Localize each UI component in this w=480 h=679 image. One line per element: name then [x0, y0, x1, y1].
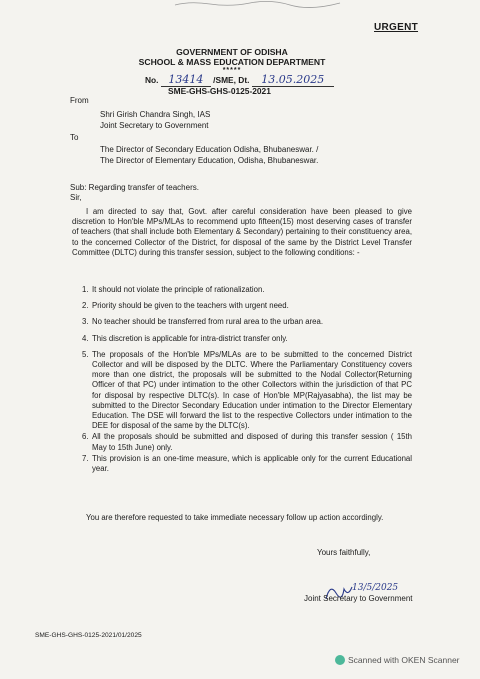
no-mid: /SME, Dt. [213, 75, 250, 85]
condition-item: 3. No teacher should be transferred from rural area to the urban area. [82, 317, 324, 327]
to-label: To [70, 133, 79, 142]
urgent-label: URGENT [374, 22, 419, 33]
from-designation: Joint Secretary to Government [100, 121, 209, 130]
condition-item: 6. All the proposals should be submitted and disposed of during this transfer session ( 15th May to 15th June) only. [82, 432, 412, 452]
letter-date: 13.05.2025 [261, 73, 325, 86]
condition-item: 1. It should not violate the principle of rationalization. [82, 285, 265, 294]
to-line1: The Director of Secondary Education Odisha, Bhubaneswar. / [100, 145, 319, 154]
letter-number: 13414 [168, 73, 204, 86]
no-prefix: No. [145, 75, 159, 85]
govt-title: GOVERNMENT OF ODISHA [176, 47, 288, 57]
header-stars: ***** [222, 67, 242, 74]
department-title: SCHOOL & MASS EDUCATION DEPARTMENT [138, 57, 326, 67]
condition-item: 4. This discretion is applicable for intra-district transfer only. [82, 333, 288, 343]
subject-line: Sub: Regarding transfer of teachers. [70, 183, 199, 192]
yours-faithfully: Yours faithfully, [317, 548, 371, 557]
top-scribble [170, 0, 350, 8]
signature-date: 13/5/2025 [352, 583, 399, 593]
intro-paragraph: I am directed to say that, Govt. after careful consideration have been pleased to give discretion to Hon'ble MPs/MLAs to recommend upto fifteen(15) most deserving cases of transfer of teachers (that shall include both Elementary & Secondary) pertaining to their constituency area, to the concerned Collector of the District, for disposal of the same by the District Level Transfer Committee (DLTC) during this transfer session, subject to the following conditions: - [72, 207, 412, 257]
file-reference: SME-GHS-GHS-0125-2021 [168, 86, 271, 96]
letter-number-line [145, 73, 334, 87]
salutation: Sir, [70, 193, 82, 202]
condition-item: 5. The proposals of the Hon'ble MPs/MLAs are to be submitted to the concerned District Collector and will be disposed by the DLTC. Where the Parliamentary Constituency covers more than one district, the proposals will be submitted to the Nodal Collector(Returning Officer of that PC) under intimation to the other Collectors within the jurisdiction of that PC for disposal by respective DLTC(s). In case of Hon'ble MP(Rajyasabha), the list may be submitted to the Director Secondary Education under intimation to the Director Elementary Education. The DSE will forward the list to the respective Collectors under intimation to the DEE for disposal of the same by the DLTC(s). [82, 349, 412, 431]
signatory-designation: Joint Secretary to Government [304, 594, 413, 603]
to-line2: The Director of Elementary Education, Odisha, Bhubaneswar. [100, 156, 319, 165]
footer-reference: SME-GHS-GHS-0125-2021/01/2025 [35, 632, 142, 639]
conditions-list [82, 285, 412, 474]
scanner-watermark: Scanned with OKEN Scanner [348, 655, 460, 665]
from-label: From [70, 96, 89, 105]
closing-paragraph: You are therefore requested to take immediate necessary follow up action accordingly. [86, 513, 384, 522]
condition-item: 2. Priority should be given to the teachers with urgent need. [82, 301, 289, 311]
from-name: Shri Girish Chandra Singh, IAS [100, 110, 211, 119]
condition-item: 7. This provision is an one-time measure, which is applicable only for the current Educational year. [82, 453, 412, 474]
oken-scanner-icon [335, 655, 345, 665]
